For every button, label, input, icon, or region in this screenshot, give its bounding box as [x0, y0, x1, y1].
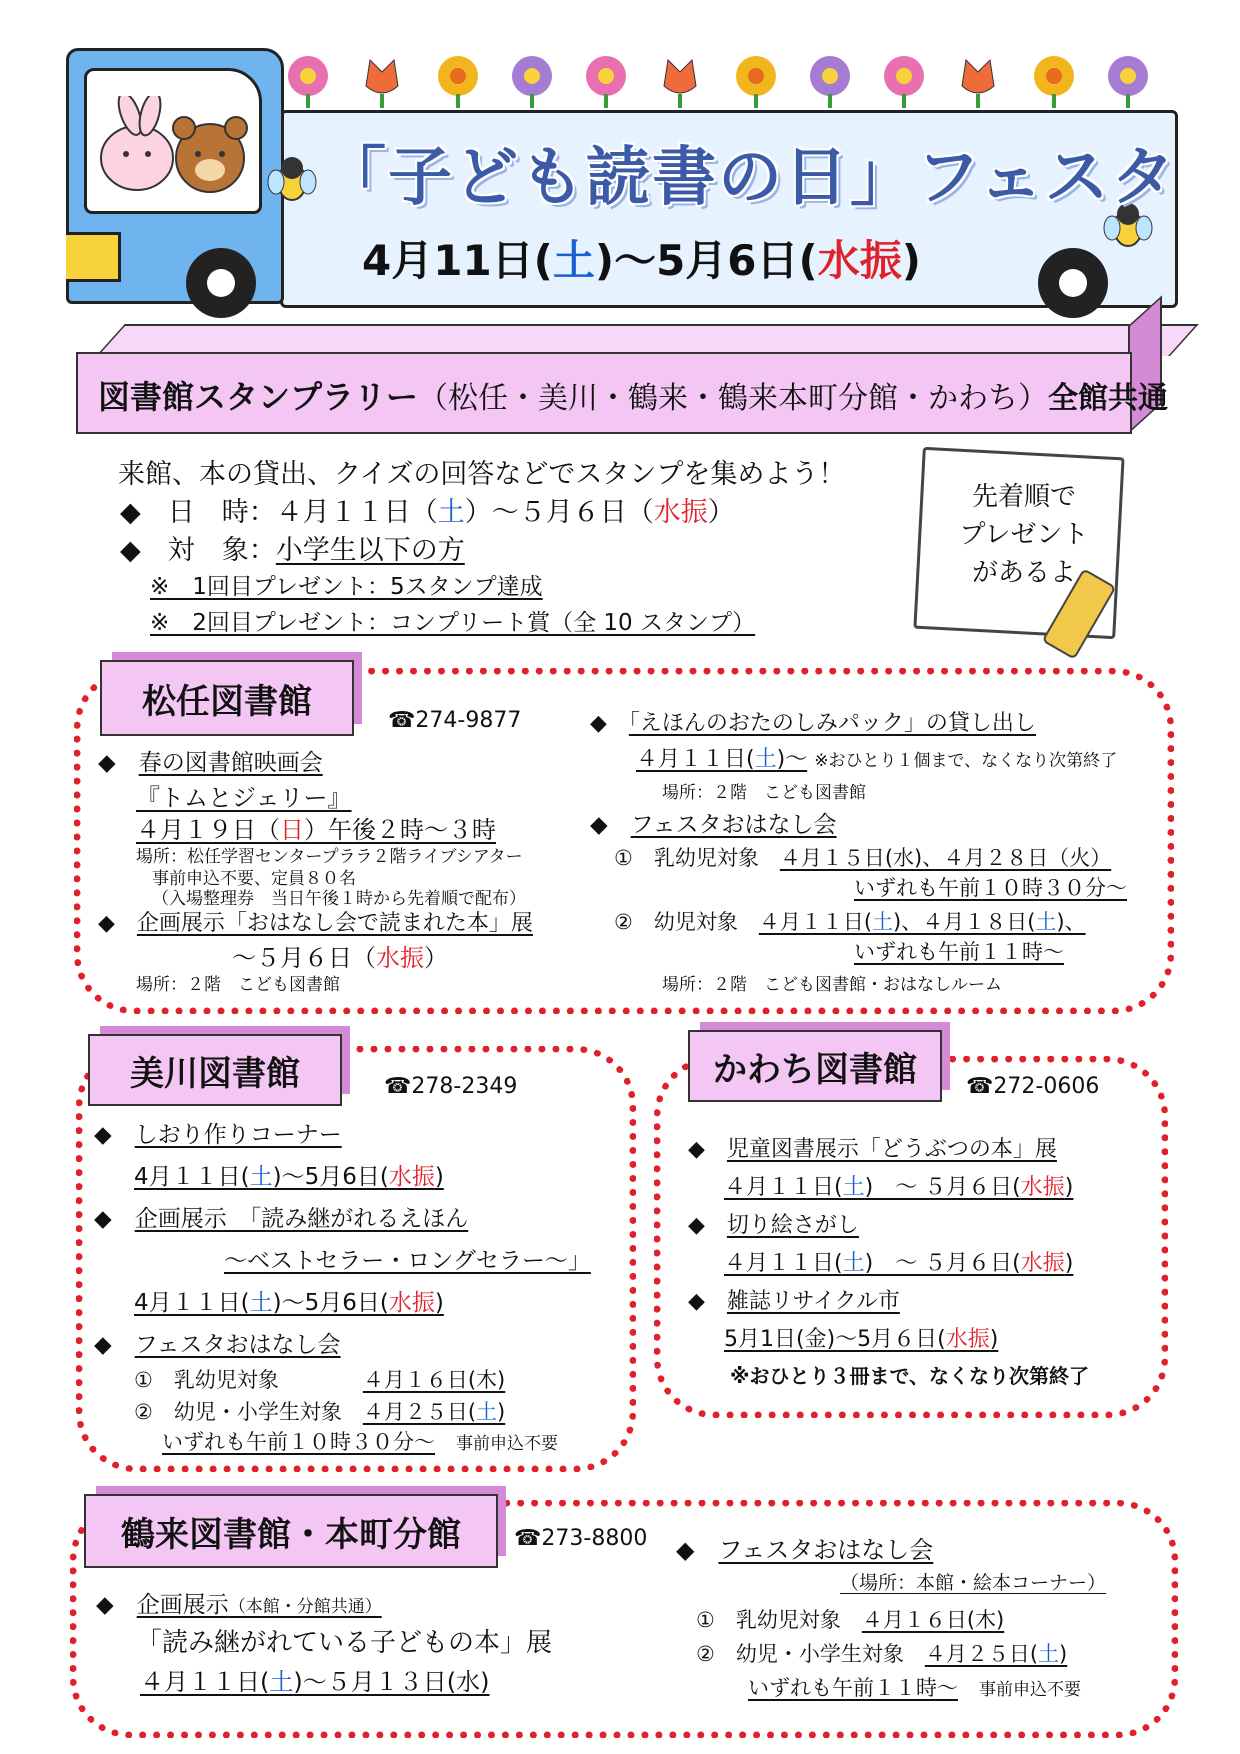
matto-exhibit-place: 場所：２階 こども図書館: [136, 975, 340, 995]
mikawa-item-2-date: 4月１１日(土)〜5月6日(水振): [134, 1290, 444, 1316]
mikawa-item-3: ◆ フェスタおはなし会: [94, 1332, 341, 1358]
bee-icon: [262, 150, 322, 210]
flower-icon: [810, 56, 850, 108]
tsurugi-tel: ☎273-8800: [514, 1526, 648, 1551]
stamp-rally-intro: 来館、本の貸出、クイズの回答などでスタンプを集めよう！: [118, 459, 846, 490]
flower-icon: [884, 56, 924, 108]
kawachi-item-2: ◆ 切り絵さがし: [688, 1213, 859, 1238]
matto-movie-place: 場所：松任学習センタープララ２階ライブシアター: [136, 847, 523, 867]
notebook-text: 先着順で プレゼント があるよ: [959, 482, 1089, 588]
bunny-bear-icon: [92, 96, 252, 206]
wheel-icon: [1038, 248, 1108, 318]
tsurugi-story-1: ① 乳幼児対象 ４月１６日(木): [696, 1608, 1005, 1632]
tsurugi-exhibit-date: ４月１１日(土)〜５月１３日(水): [140, 1668, 490, 1696]
matto-movie-note-1: 事前申込不要、定員８０名: [152, 869, 356, 889]
tulip-icon: [664, 60, 696, 108]
flower-icon: [438, 56, 478, 108]
wheel-icon: [186, 248, 256, 318]
kawachi-item-3-date: 5月1日(金)〜5月６日(水振): [724, 1327, 999, 1352]
mikawa-story-2: ② 幼児・小学生対象 ４月２５日(土): [134, 1400, 506, 1424]
matto-story-2-time: いずれも午前１１時〜: [854, 940, 1064, 964]
truck-grille: [66, 232, 121, 282]
matto-story: ◆ フェスタおはなし会: [590, 812, 837, 838]
stamp-rally-target: ◆ 対 象：小学生以下の方: [120, 535, 465, 566]
stamp-rally-heading: 図書館スタンプラリー（松任・美川・鶴来・鶴来本町分館・かわち）全館共通: [98, 378, 1169, 416]
matto-pack-date: ４月１１日(土)〜 ※おひとり１個まで、なくなり次第終了: [636, 747, 1118, 772]
matto-story-place: 場所：２階 こども図書館・おはなしルーム: [662, 975, 1002, 995]
mikawa-item-1: ◆ しおり作りコーナー: [94, 1122, 342, 1148]
tsurugi-exhibit-name: 「読み継がれている子どもの本」展: [136, 1628, 553, 1658]
stamp-rally-note-2: ※ 2回目プレゼント：コンプリート賞（全 10 スタンプ）: [150, 610, 756, 636]
mikawa-story-1: ① 乳幼児対象 ４月１６日(木): [134, 1368, 506, 1392]
page-title: 「子ども読書の日」フェスタ: [322, 141, 1177, 215]
mikawa-tel: ☎278-2349: [384, 1074, 518, 1099]
festival-dates: 4月11日(土)〜5月6日(水振): [362, 236, 921, 285]
kawachi-item-1: ◆ 児童図書展示「どうぶつの本」展: [688, 1137, 1057, 1162]
flower-icon: [586, 56, 626, 108]
mikawa-item-2: ◆ 企画展示 「読み継がれるえほん: [94, 1206, 469, 1232]
matto-story-2: ② 幼児対象 ４月１１日(土)、４月１８日(土)、: [614, 910, 1086, 934]
kawachi-label: かわち図書館: [688, 1030, 942, 1102]
flower-icon: [736, 56, 776, 108]
mikawa-label: 美川図書館: [88, 1034, 342, 1106]
matto-movie-date: ４月１９日（日）午後２時〜３時: [136, 816, 496, 844]
flower-icon: [512, 56, 552, 108]
tsurugi-exhibit: ◆ 企画展示（本館・分館共通）: [96, 1592, 382, 1618]
kawachi-item-3: ◆ 雑誌リサイクル市: [688, 1289, 900, 1314]
mikawa-item-1-date: 4月１１日(土)〜5月6日(水振): [134, 1164, 444, 1190]
tulip-icon: [962, 60, 994, 108]
tsurugi-label: 鶴来図書館・本町分館: [84, 1494, 498, 1568]
matto-tel: ☎274-9877: [388, 708, 522, 733]
flower-icon: [288, 56, 328, 108]
tsurugi-story-time: いずれも午前１１時〜 事前申込不要: [748, 1676, 1081, 1700]
bear-icon: [173, 117, 247, 192]
flower-icon: [1034, 56, 1074, 108]
kawachi-tel: ☎272-0606: [966, 1074, 1100, 1099]
mikawa-item-2-sub: 〜ベストセラー・ロングセラー〜」: [224, 1248, 591, 1274]
flower-row: [282, 50, 1162, 110]
matto-movie-name: 『トムとジェリー』: [136, 784, 352, 812]
kawachi-item-2-date: ４月１１日(土) 〜 ５月６日(水振): [724, 1251, 1074, 1276]
matto-label: 松任図書館: [100, 660, 354, 736]
tsurugi-story-2: ② 幼児・小学生対象 ４月２５日(土): [696, 1642, 1068, 1666]
matto-pack-place: 場所：２階 こども図書館: [662, 783, 866, 803]
matto-exhibit-date: 〜５月６日（水振）: [232, 944, 448, 972]
flower-icon: [1108, 56, 1148, 108]
stamp-rally-date: ◆ 日 時：４月１１日（土）〜５月６日（水振）: [120, 497, 735, 528]
bunny-icon: [101, 96, 173, 190]
kawachi-item-1-date: ４月１１日(土) 〜 ５月６日(水振): [724, 1175, 1074, 1200]
stamp-rally-note-1: ※ 1回目プレゼント：5スタンプ達成: [150, 574, 543, 600]
matto-story-1: ① 乳幼児対象 ４月１５日(水)、４月２８日（火）: [614, 846, 1112, 870]
matto-exhibit: ◆ 企画展示「おはなし会で読まれた本」展: [98, 911, 533, 936]
matto-pack: ◆ 「えほんのおたのしみパック」の貸し出し: [590, 711, 1036, 736]
tsurugi-story-place: （場所：本館・絵本コーナー）: [840, 1572, 1107, 1594]
matto-movie: ◆ 春の図書館映画会: [98, 750, 323, 776]
tulip-icon: [366, 60, 398, 108]
kawachi-item-3-note: ※おひとり３冊まで、なくなり次第終了: [730, 1364, 1090, 1388]
mikawa-story-time: いずれも午前１０時３０分〜 事前申込不要: [162, 1430, 558, 1454]
matto-story-1-time: いずれも午前１０時３０分〜: [854, 876, 1127, 900]
matto-movie-note-2: （入場整理券 当日午後１時から先着順で配布）: [152, 889, 526, 909]
tsurugi-story: ◆ フェスタおはなし会: [676, 1536, 934, 1564]
